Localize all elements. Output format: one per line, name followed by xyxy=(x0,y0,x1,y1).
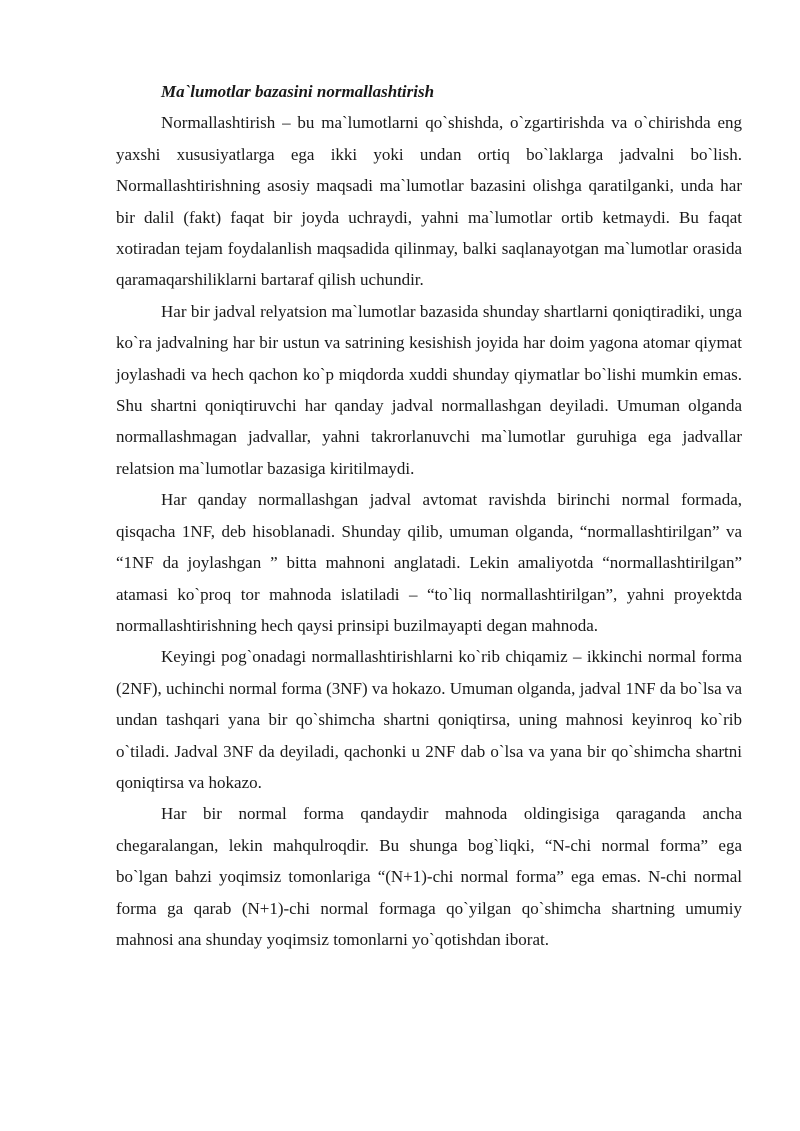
paragraph-normal-form-progression: Har bir normal forma qandaydir mahnoda oldingisiga qaraganda ancha chegaralangan, lekin mahqulroqdir. Bu shunga bog`liqki, “N-chi normal forma” ega bo`lgan bahzi yoqimsiz tomonlariga “(N+1)-chi normal forma” ega emas. N-chi normal forma ga qarab (N+1)-chi normal formaga qo`yilgan qo`shimcha shartning umumiy mahnosi ana shunday yoqimsiz tomonlarni yo`qotishdan iborat. xyxy=(116,804,742,949)
paragraph-relational-table-conditions: Har bir jadval relyatsion ma`lumotlar bazasida shunday shartlarni qoniqtiradiki, unga ko`ra jadvalning har bir ustun va satrining kesishish joyida har doim yagona atomar qiymat joylashadi va hech qachon ko`p miqdorda xuddi shunday qiymatlar bo`lishi mumkin emas. Shu shartni qoniqtiruvchi har qanday jadval normallashgan deyiladi. Umuman olganda normallashmagan jadvallar, yahni takrorlanuvchi ma`lumotlar guruhiga ega jadvallar relatsion ma`lumotlar bazasiga kiritilmaydi. xyxy=(116,301,742,478)
paragraph-normalization-definition: Normallashtirish – bu ma`lumotlarni qo`shishda, o`zgartirishda va o`chirishda eng yaxshi xususiyatlarga ega ikki yoki undan ortiq bo`laklarga jadvalni bo`lish. Normallashtirishning asosiy maqsadi ma`lumotlar bazasini olishga qaratilganki, unda har bir dalil (fakt) faqat bir joyda uchraydi, yahni ma`lumotlar ortib ketmaydi. Bu faqat xotiradan tejam foydalanlish maqsadida qilinmay, balki saqlanayotgan ma`lumotlar orasida qaramaqarshiliklarni bartaraf qilish uchundir. xyxy=(116,113,742,290)
document-page xyxy=(116,76,742,955)
paragraph-first-normal-form: Har qanday normallashgan jadval avtomat ravishda birinchi normal formada, qisqacha 1NF, deb hisoblanadi. Shunday qilib, umuman olganda, “normallashtirilgan” va “1NF da joylashgan ” bitta mahnoni anglatadi. Lekin amaliyotda “normallashtirilgan” atamasi ko`proq tor mahnoda islatiladi – “to`liq normallashtirilgan”, yahni proyektda normallashtirishning hech qaysi prinsipi buzilmayapti degan mahnoda. xyxy=(116,490,742,635)
section-heading: Ma`lumotlar bazasini normallashtirish xyxy=(161,82,435,101)
paragraph-higher-normal-forms: Keyingi pog`onadagi normallashtirishlarni ko`rib chiqamiz – ikkinchi normal forma (2NF), uchinchi normal forma (3NF) va hokazo. Umuman olganda, jadval 1NF da bo`lsa va undan tashqari yana bir qo`shimcha shartni qoniqtirsa, uning mahnosi keyinroq ko`rib o`tiladi. Jadval 3NF da deyiladi, qachonki u 2NF dab o`lsa va yana bir qo`shimcha shartni qoniqtirsa va hokazo. xyxy=(116,647,743,792)
